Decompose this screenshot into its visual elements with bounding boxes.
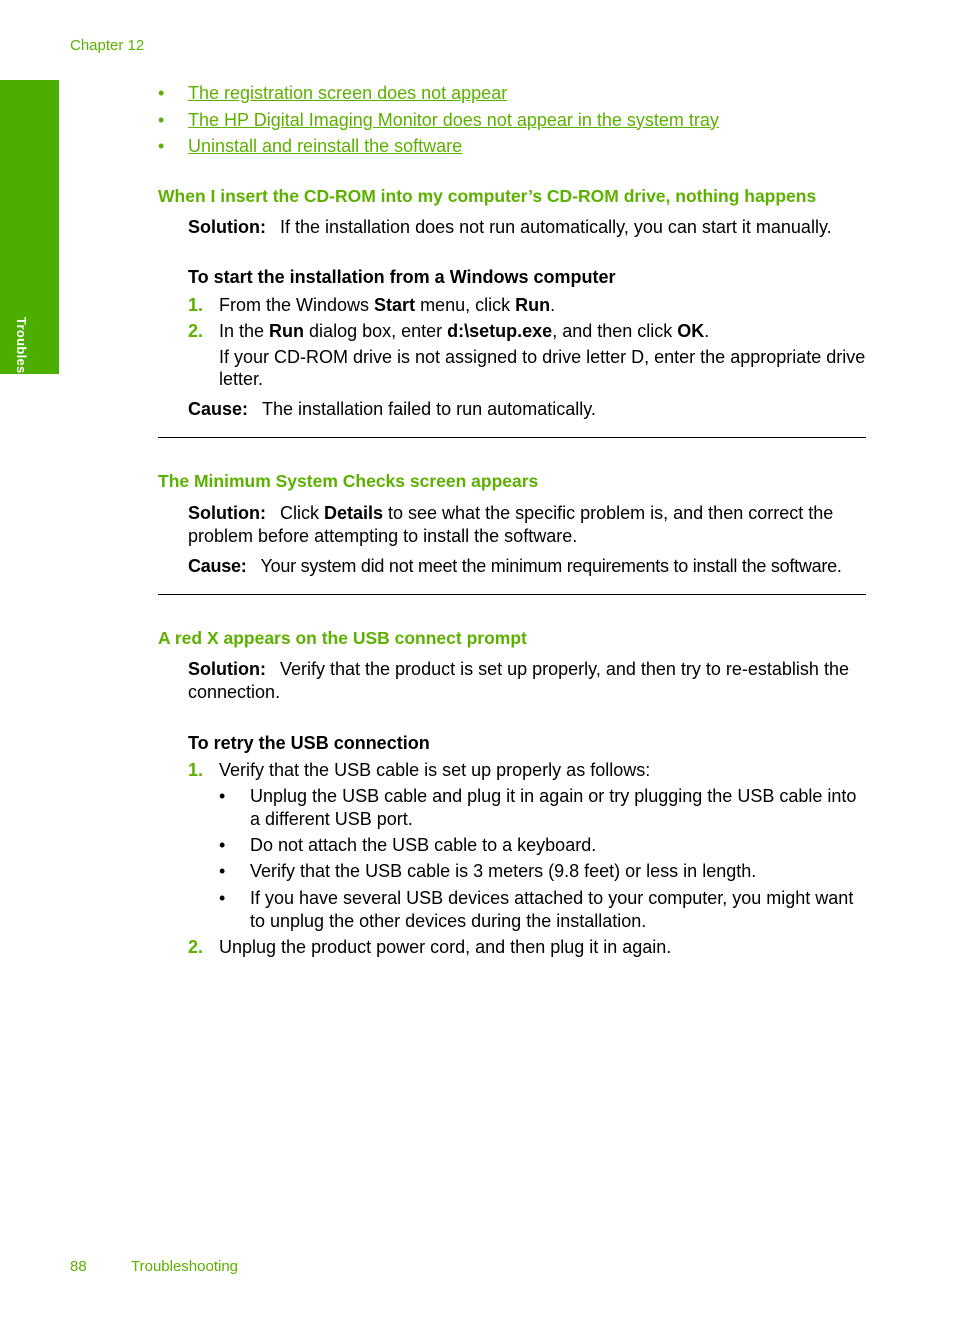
section-divider: [158, 594, 866, 595]
section-divider: [158, 437, 866, 438]
link-uninstall-reinstall[interactable]: Uninstall and reinstall the software: [188, 136, 463, 156]
list-item: [219, 887, 869, 932]
step-text: From the Windows: [219, 295, 375, 315]
side-tab-label: Troubleshooting: [14, 317, 29, 424]
chapter-header: Chapter 12: [70, 37, 145, 54]
step-note: If your CD-ROM drive is not assigned to drive letter D, enter the appropriate drive letter.: [219, 346, 866, 389]
solution-label: Solution:: [188, 503, 266, 523]
list-item: [158, 80, 719, 107]
section-heading-cdrom: When I insert the CD-ROM into my computer’s CD-ROM drive, nothing happens: [158, 186, 817, 206]
bullet-text: Unplug the USB cable and plug it in again or try plugging the USB cable into a different USB port.: [250, 786, 857, 829]
step-bold: Run: [269, 321, 305, 341]
bullet-icon: •: [219, 786, 226, 806]
list-item: [158, 133, 719, 160]
solution-bold: Details: [323, 503, 384, 523]
step-number: 2.: [188, 321, 204, 341]
solution-text: If the installation does not run automatically, you can start it manually.: [279, 217, 832, 237]
solution-paragraph: [188, 658, 868, 703]
list-item: [158, 107, 719, 134]
solution-label: Solution:: [188, 217, 266, 237]
step-bold: Run: [515, 295, 551, 315]
list-item: [219, 785, 869, 830]
footer-title: Troubleshooting: [131, 1258, 239, 1275]
step-bold: Start: [374, 295, 416, 315]
cause-text: Your system did not meet the minimum requirements to install the software.: [260, 556, 842, 576]
cause-text: The installation failed to run automatically.: [262, 399, 596, 419]
cause-paragraph: [188, 398, 868, 421]
step-number: 2.: [188, 937, 204, 957]
step-item: [188, 759, 868, 782]
list-item: [219, 860, 869, 883]
side-tab: [0, 80, 59, 424]
bullet-icon: •: [158, 83, 165, 103]
step-text: dialog box, enter: [304, 321, 448, 341]
bullet-icon: •: [219, 888, 226, 908]
step-text: .: [704, 321, 710, 341]
cause-paragraph: [188, 555, 868, 578]
procedure-title: To retry the USB connection: [188, 733, 430, 753]
bullet-icon: •: [158, 109, 165, 130]
bullet-text: Verify that the USB cable is 3 meters (9.8 feet) or less in length.: [250, 861, 757, 881]
cause-label: Cause:: [188, 399, 249, 419]
bullet-text: Do not attach the USB cable to a keyboard.: [250, 835, 597, 855]
step-bold: OK: [677, 321, 705, 341]
step-item: [188, 294, 868, 317]
bullet-icon: •: [219, 861, 226, 881]
solution-paragraph: [188, 216, 868, 239]
step-bold: d:\setup.exe: [447, 321, 553, 341]
step-number: 1.: [188, 295, 204, 315]
bullet-icon: •: [219, 835, 226, 855]
section-heading-usb-red-x: A red X appears on the USB connect prompt: [158, 628, 527, 648]
list-item: [219, 834, 869, 857]
solution-text: Verify that the product is set up properly, and then try to re-establish the connection.: [188, 659, 849, 702]
step-number: 1.: [188, 760, 204, 780]
step-text: , and then click: [552, 321, 678, 341]
solution-text: to see what the specific problem is, and then correct the problem before attempting to install the software.: [188, 503, 834, 546]
step-text: In the: [219, 321, 270, 341]
related-links-list: [158, 80, 719, 160]
step-text: Verify that the USB cable is set up properly as follows:: [219, 760, 651, 780]
page-number: 88: [70, 1258, 87, 1275]
bullet-icon: •: [158, 136, 165, 156]
step-text: Unplug the product power cord, and then plug it in again.: [219, 937, 672, 957]
step-item: [188, 320, 868, 391]
step-item: [188, 936, 868, 959]
solution-paragraph: [188, 502, 868, 547]
step-text: .: [550, 295, 556, 315]
bullet-text: If you have several USB devices attached to your computer, you might want to unplug the other devices during the installation.: [250, 888, 854, 931]
solution-text: Click: [279, 503, 324, 523]
cause-label: Cause:: [188, 556, 247, 576]
link-imaging-monitor[interactable]: The HP Digital Imaging Monitor does not appear in the system tray: [188, 109, 719, 130]
section-heading-min-system: The Minimum System Checks screen appears: [158, 471, 539, 491]
step-text: menu, click: [415, 295, 516, 315]
solution-label: Solution:: [188, 659, 266, 679]
link-registration-screen[interactable]: The registration screen does not appear: [188, 83, 508, 103]
procedure-title: To start the installation from a Windows computer: [188, 267, 616, 287]
